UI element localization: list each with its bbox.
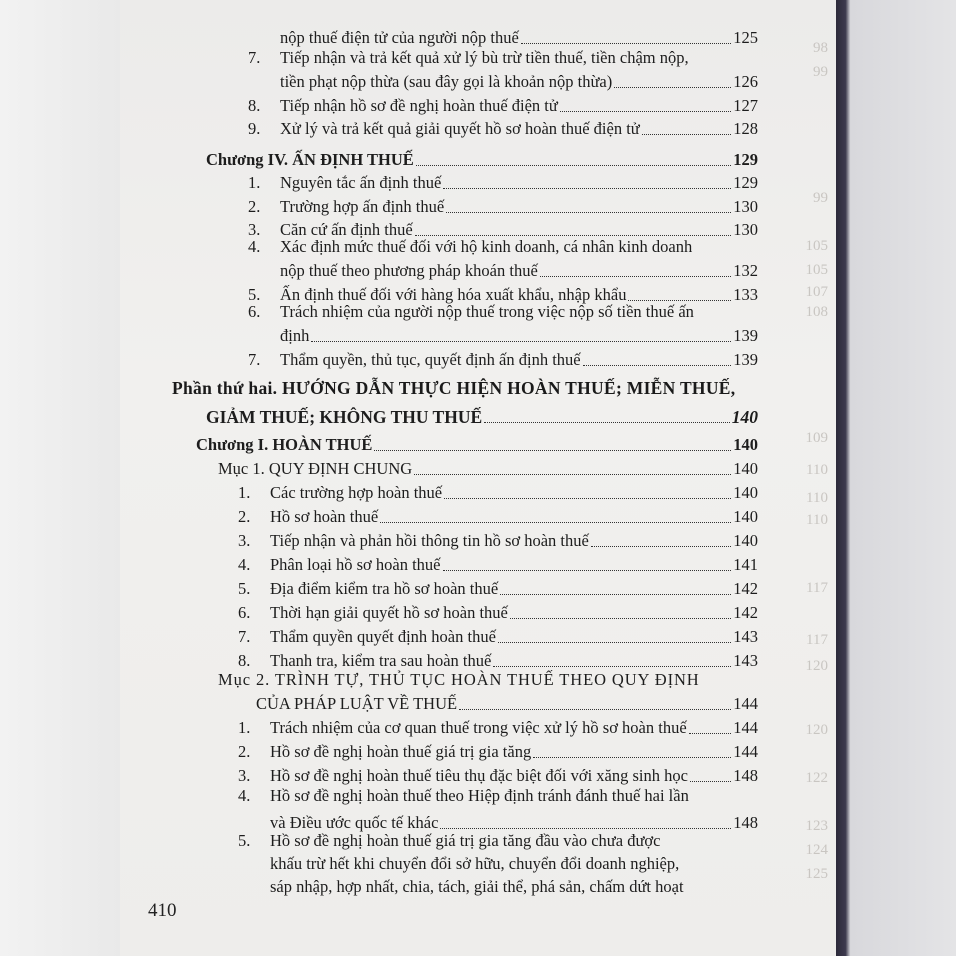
toc-entry-page: 144 — [733, 718, 758, 737]
toc-entry-page: 140 — [733, 507, 758, 526]
toc-leader-dots — [533, 756, 731, 758]
toc-leader-dots — [500, 593, 731, 595]
toc-entry-page: 144 — [733, 694, 758, 713]
toc-entry-text: Hồ sơ đề nghị hoàn thuế tiêu thụ đặc biệt đối với xăng sinh học — [270, 766, 688, 785]
toc-entry-text: Thẩm quyền, thủ tục, quyết định ấn định thuế — [280, 350, 581, 369]
toc-leader-dots — [443, 569, 732, 571]
toc-entry-text: sáp nhập, hợp nhất, chia, tách, giải thể, phá sản, chấm dứt hoạt — [270, 877, 684, 896]
bleed-through-number: 109 — [805, 430, 828, 446]
toc-entry-page: 130 — [733, 197, 758, 216]
toc-entry-text: nộp thuế điện tử của người nộp thuế — [280, 28, 519, 47]
toc-leader-dots — [484, 421, 730, 423]
toc-part-heading-continued[interactable] — [206, 402, 758, 428]
toc-entry[interactable] — [238, 526, 758, 552]
toc-entry-text: tiền phạt nộp thừa (sau đây gọi là khoản nộp thừa) — [280, 72, 613, 91]
toc-entry-number: 5. — [248, 285, 261, 304]
toc-entry-number: 2. — [248, 197, 261, 216]
background-left — [0, 0, 120, 956]
document-page — [120, 0, 836, 956]
toc-entry-number: 3. — [238, 766, 251, 785]
toc-entry-number: 5. — [238, 579, 251, 598]
toc-entry-text: Chương IV. ẤN ĐỊNH THUẾ — [206, 150, 414, 169]
toc-entry-text: định — [280, 326, 310, 345]
toc-entry-text: Ấn định thuế đối với hàng hóa xuất khẩu, nhập khẩu — [280, 285, 627, 304]
toc-entry-page: 142 — [733, 603, 758, 622]
toc-entry-page: 128 — [733, 119, 758, 138]
bleed-through-number: 124 — [805, 842, 828, 858]
toc-entry-text: khấu trừ hết khi chuyển đổi sở hữu, chuyển đổi doanh nghiệp, — [270, 854, 680, 873]
toc-entry-text: Chương I. HOÀN THUẾ — [196, 435, 373, 454]
toc-leader-dots — [443, 187, 731, 189]
toc-entry-text: Tiếp nhận và trả kết quả xử lý bù trừ tiền thuế, tiền chậm nộp, — [280, 48, 689, 67]
bleed-through-number: 110 — [806, 512, 828, 528]
toc-entry-text: Thời hạn giải quyết hồ sơ hoàn thuế — [270, 603, 508, 622]
toc-entry-number: 7. — [238, 627, 251, 646]
toc-entry-page: 143 — [733, 627, 758, 646]
toc-entry-text: Hồ sơ đề nghị hoàn thuế giá trị gia tăng — [270, 742, 532, 761]
toc-leader-dots — [614, 86, 731, 88]
bleed-through-number: 110 — [806, 462, 828, 478]
toc-leader-dots — [591, 545, 731, 547]
toc-entry-text: Thẩm quyền quyết định hoàn thuế — [270, 627, 496, 646]
toc-entry-number: 7. — [248, 48, 261, 67]
toc-entry-number: 8. — [238, 651, 251, 670]
toc-entry[interactable] — [238, 830, 660, 852]
toc-leader-dots — [690, 780, 731, 782]
toc-entry-number: 8. — [248, 96, 261, 115]
toc-entry-text: Xử lý và trả kết quả giải quyết hồ sơ hoàn thuế điện tử — [280, 119, 640, 138]
toc-part-title-line2: GIẢM THUẾ; KHÔNG THU THUẾ — [206, 407, 483, 427]
toc-entry-text: Phân loại hồ sơ hoàn thuế — [270, 555, 441, 574]
toc-entry-text: và Điều ước quốc tế khác — [270, 813, 439, 832]
toc-entry-page: 140 — [733, 483, 758, 502]
toc-entry[interactable] — [238, 737, 758, 763]
toc-entry-page: 133 — [733, 285, 758, 304]
bleed-through-number: 98 — [813, 40, 828, 56]
toc-entry-number: 3. — [238, 531, 251, 550]
toc-leader-dots — [440, 827, 731, 829]
toc-part-title-line1: Phần thứ hai. HƯỚNG DẪN THỰC HIỆN HOÀN THUẾ; MIỄN THUẾ, — [172, 378, 736, 398]
toc-entry-text: Mục 2. TRÌNH TỰ, THỦ TỤC HOÀN THUẾ THEO QUY ĐỊNH — [218, 670, 700, 689]
toc-leader-dots — [416, 164, 731, 166]
toc-leader-dots — [446, 211, 731, 213]
toc-entry-text: Địa điểm kiểm tra hồ sơ hoàn thuế — [270, 579, 499, 598]
toc-leader-dots — [689, 732, 732, 734]
toc-entry-page: 140 — [733, 459, 758, 478]
toc-entry-page: 140 — [731, 407, 758, 427]
toc-entry-page: 140 — [733, 531, 758, 550]
background-right — [836, 0, 956, 956]
toc-entry-number: 5. — [238, 831, 251, 850]
toc-entry-number: 7. — [248, 350, 261, 369]
toc-leader-dots — [414, 473, 731, 475]
toc-entry[interactable] — [238, 574, 758, 600]
toc-entry[interactable] — [280, 23, 758, 49]
toc-section-heading[interactable] — [218, 454, 758, 480]
toc-entry-number: 4. — [248, 237, 261, 256]
toc-entry-text: Trách nhiệm của người nộp thuế trong việc nộp số tiền thuế ấn — [280, 302, 694, 321]
toc-entry-number: 2. — [238, 742, 251, 761]
bleed-through-number: 99 — [813, 190, 828, 206]
toc-entry-number: 3. — [248, 220, 261, 239]
toc-entry-number: 2. — [238, 507, 251, 526]
toc-entry-text: Căn cứ ấn định thuế — [280, 220, 413, 239]
bleed-through-number: 110 — [806, 490, 828, 506]
toc-section-heading-continued[interactable] — [256, 689, 758, 715]
toc-leader-dots — [521, 42, 731, 44]
toc-leader-dots — [540, 275, 731, 277]
bleed-through-number: 105 — [805, 262, 828, 278]
toc-entry[interactable] — [280, 321, 758, 347]
toc-entry-page: 141 — [733, 555, 758, 574]
page-number: 410 — [148, 900, 177, 921]
bleed-through-number: 107 — [805, 284, 828, 300]
toc-entry-continued[interactable] — [270, 853, 679, 875]
toc-leader-dots — [493, 665, 731, 667]
toc-entry-page: 142 — [733, 579, 758, 598]
toc-leader-dots — [510, 617, 731, 619]
toc-entry-text: Mục 1. QUY ĐỊNH CHUNG — [218, 459, 413, 478]
toc-entry-page: 127 — [733, 96, 758, 115]
toc-entry-continued[interactable] — [270, 876, 684, 898]
toc-entry-page: 140 — [733, 435, 758, 454]
toc-leader-dots — [642, 133, 732, 135]
toc-entry-text: Trường hợp ấn định thuế — [280, 197, 445, 216]
toc-entry-page: 129 — [733, 173, 758, 192]
toc-entry[interactable] — [248, 345, 758, 371]
toc-entry[interactable] — [280, 256, 758, 282]
toc-entry-number: 4. — [238, 786, 251, 805]
bleed-through-number: 120 — [805, 658, 828, 674]
toc-leader-dots — [583, 364, 732, 366]
toc-entry[interactable] — [248, 236, 692, 258]
toc-entry-page: 132 — [733, 261, 758, 280]
toc-entry-number: 6. — [238, 603, 251, 622]
toc-chapter-heading[interactable] — [196, 430, 758, 456]
toc-entry-page: 148 — [733, 813, 758, 832]
toc-leader-dots — [459, 708, 731, 710]
toc-entry-text: Nguyên tắc ấn định thuế — [280, 173, 442, 192]
toc-part-heading[interactable] — [172, 378, 735, 399]
bleed-through-number: 117 — [806, 632, 828, 648]
toc-entry[interactable] — [280, 67, 758, 93]
toc-entry[interactable] — [238, 550, 758, 576]
toc-entry-text: Trách nhiệm của cơ quan thuế trong việc xử lý hồ sơ hoàn thuế — [270, 718, 687, 737]
bleed-through-number: 108 — [805, 304, 828, 320]
toc-section-heading[interactable] — [218, 669, 700, 691]
toc-entry-page: 125 — [733, 28, 758, 47]
toc-entry-page: 139 — [733, 326, 758, 345]
toc-entry-number: 1. — [248, 173, 261, 192]
bleed-through-number: 120 — [805, 722, 828, 738]
toc-entry[interactable] — [238, 598, 758, 624]
toc-entry-number: 4. — [238, 555, 251, 574]
bleed-through-number: 105 — [805, 238, 828, 254]
bleed-through-number: 123 — [805, 818, 828, 834]
toc-entry-page: 129 — [733, 150, 758, 169]
toc-entry[interactable] — [238, 622, 758, 648]
bleed-through-number: 122 — [805, 770, 828, 786]
toc-leader-dots — [498, 641, 731, 643]
toc-entry[interactable] — [248, 114, 758, 140]
toc-entry-number: 9. — [248, 119, 261, 138]
toc-entry-text: Tiếp nhận hồ sơ đề nghị hoàn thuế điện tử — [280, 96, 558, 115]
toc-leader-dots — [560, 110, 731, 112]
toc-entry-number: 6. — [248, 302, 261, 321]
toc-entry-page: 148 — [733, 766, 758, 785]
toc-entry-page: 130 — [733, 220, 758, 239]
toc-entry-text: Xác định mức thuế đối với hộ kinh doanh, cá nhân kinh doanh — [280, 237, 693, 256]
toc-entry-number: 1. — [238, 718, 251, 737]
bleed-through-number: 99 — [813, 64, 828, 80]
toc-leader-dots — [444, 497, 731, 499]
toc-entry-number: 1. — [238, 483, 251, 502]
toc-entry[interactable] — [248, 168, 758, 194]
bleed-through-number: 125 — [805, 866, 828, 882]
toc-entry[interactable] — [248, 47, 689, 69]
toc-entry[interactable] — [238, 502, 758, 528]
toc-entry-text: nộp thuế theo phương pháp khoán thuế — [280, 261, 538, 280]
toc-leader-dots — [311, 340, 731, 342]
toc-leader-dots — [380, 521, 731, 523]
toc-entry-text: Các trường hợp hoàn thuế — [270, 483, 443, 502]
toc-entry-page: 126 — [733, 72, 758, 91]
toc-leader-dots — [374, 449, 731, 451]
toc-entry-text: Tiếp nhận và phản hồi thông tin hồ sơ hoàn thuế — [270, 531, 589, 550]
toc-entry-text: Hồ sơ hoàn thuế — [270, 507, 379, 526]
bleed-through-number: 117 — [806, 580, 828, 596]
toc-entry-text: Thanh tra, kiểm tra sau hoàn thuế — [270, 651, 492, 670]
toc-entry-page: 139 — [733, 350, 758, 369]
toc-entry[interactable] — [238, 785, 689, 807]
toc-entry-text: Hồ sơ đề nghị hoàn thuế theo Hiệp định tránh đánh thuế hai lần — [270, 786, 689, 805]
toc-entry[interactable] — [238, 761, 758, 787]
toc-entry[interactable] — [238, 478, 758, 504]
toc-entry-text: CỦA PHÁP LUẬT VỀ THUẾ — [256, 694, 458, 713]
toc-entry[interactable] — [238, 713, 758, 739]
toc-entry-text: Hồ sơ đề nghị hoàn thuế giá trị gia tăng đầu vào chưa được — [270, 831, 661, 850]
toc-entry[interactable] — [248, 301, 694, 323]
toc-entry-page: 143 — [733, 651, 758, 670]
toc-entry-page: 144 — [733, 742, 758, 761]
